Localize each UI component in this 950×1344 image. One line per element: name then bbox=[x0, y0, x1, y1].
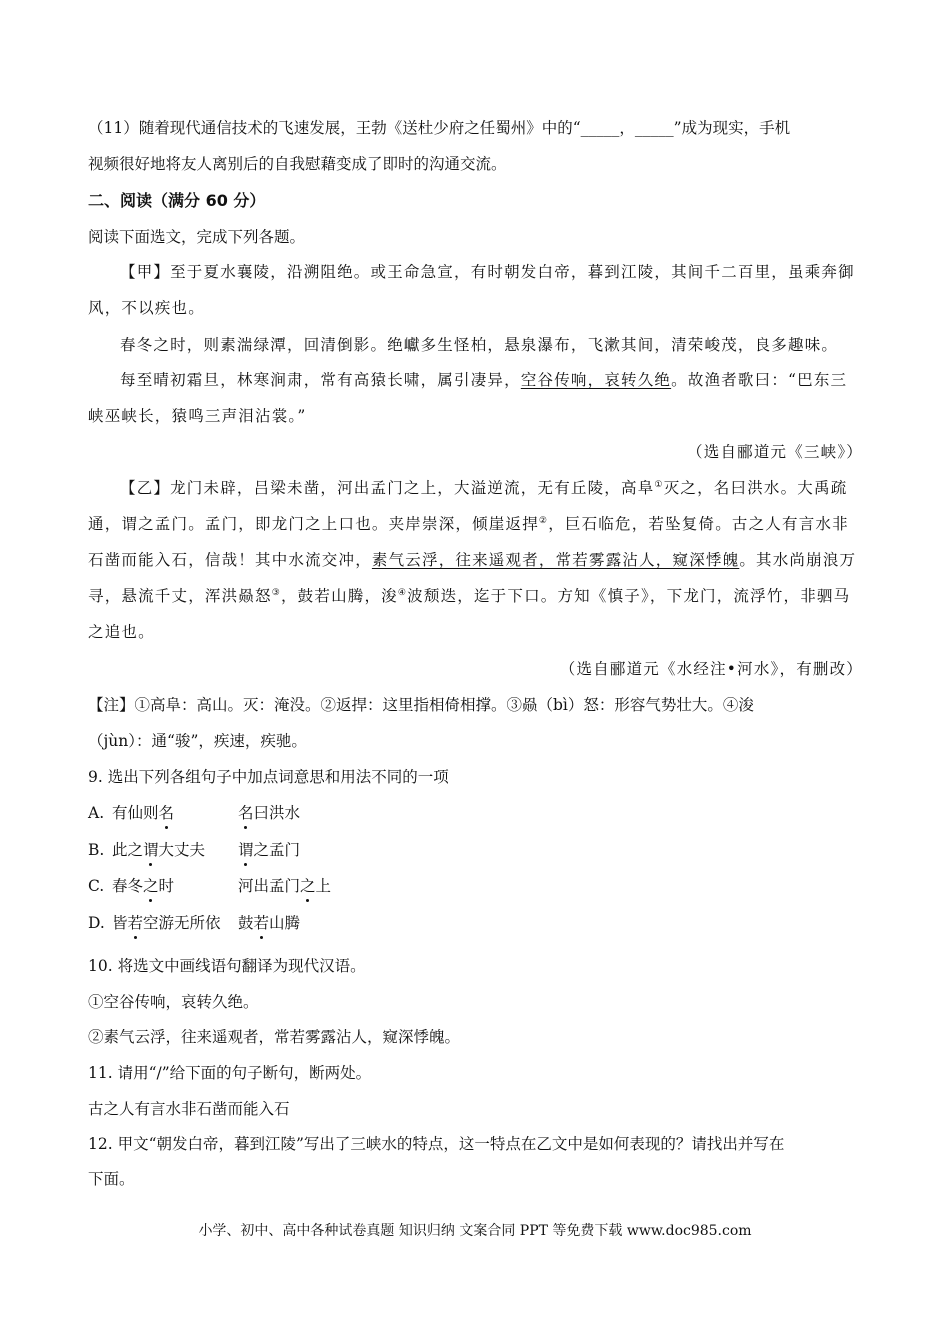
q9-c-s2-post: 上 bbox=[315, 877, 332, 895]
yi-l4-a: 寻，悬流千丈，浑洪赑怒 bbox=[88, 587, 272, 605]
q9-a-s2-post: 曰洪水 bbox=[253, 804, 301, 822]
yi-l3-b: 。其水尚崩浪万 bbox=[739, 551, 857, 569]
jia-p3-line2: 峡巫峡长，猿鸣三声泪沾裳。” bbox=[88, 407, 307, 425]
q9-a-s1-pre: 有仙则 bbox=[112, 804, 159, 822]
q9-d-s1-dotted: 若 bbox=[127, 914, 144, 932]
q9-c-s2-dotted: 之 bbox=[300, 877, 316, 895]
q10-stem: 10. 将选文中画线语句翻译为现代汉语。 bbox=[88, 957, 366, 975]
yi-l4-c: 波颓迭，迄于下口。方知《慎子》，下龙门，流浮竹，非驷马 bbox=[407, 587, 851, 605]
q11-blank-line1: （11）随着现代通信技术的飞速发展，王勃《送杜少府之任蜀州》中的“_____，_____”成为现实，手机 bbox=[88, 119, 791, 137]
q9-option-c-s2 bbox=[238, 875, 331, 897]
yi-line4 bbox=[88, 585, 863, 607]
yi-line2 bbox=[88, 513, 863, 535]
yi-line1 bbox=[120, 477, 863, 499]
q9-option-d-label: D. bbox=[88, 914, 105, 932]
q9-c-s2-pre: 河出孟门 bbox=[238, 877, 301, 895]
q9-c-s1-pre: 春冬 bbox=[112, 877, 144, 895]
q9-d-s2-pre: 鼓 bbox=[238, 914, 254, 932]
yi-l4-b: ，鼓若山腾，浚 bbox=[280, 587, 398, 605]
jia-p1-line2: 风，不以疾也。 bbox=[88, 299, 205, 317]
q9-option-b-s1 bbox=[112, 839, 205, 861]
q9-b-s1-pre: 此之 bbox=[112, 841, 144, 859]
q9-b-s2-post: 之孟门 bbox=[253, 841, 301, 859]
q9-option-c-s1 bbox=[112, 875, 174, 897]
yi-l3-a: 石凿而能入石，信哉！其中水流交冲， bbox=[88, 551, 372, 569]
q9-a-s1-dotted: 名 bbox=[158, 804, 175, 822]
jia-p3-a: 每至晴初霜旦，林寒涧肃，常有高猿长啸，属引凄异， bbox=[120, 371, 521, 389]
q9-c-s1-post: 时 bbox=[158, 877, 175, 895]
jia-underlined-sentence: 空谷传响，哀转久绝 bbox=[520, 371, 672, 389]
note-line1: 【注】①高阜：高山。灭：淹没。②返捍：这里指相倚相撑。③赑（bì）怒：形容气势壮大。④浚 bbox=[88, 696, 754, 714]
q9-option-b-s2 bbox=[238, 839, 300, 861]
q11-blank-line2: 视频很好地将友人离别后的自我慰藉变成了即时的沟通交流。 bbox=[88, 155, 507, 173]
q9-option-a-s1 bbox=[112, 802, 174, 824]
q12-line1: 12. 甲文“朝发白帝，暮到江陵”写出了三峡水的特点，这一特点在乙文中是如何表现的？请找出并写在 bbox=[88, 1135, 785, 1153]
jia-source: （选自郦道元《三峡》） bbox=[687, 443, 863, 461]
jia-p1-line1: 【甲】至于夏水襄陵，沿溯阻绝。或王命急宣，有时朝发白帝，暮到江陵，其间千二百里，虽乘奔御 bbox=[120, 263, 855, 281]
yi-line5: 之追也。 bbox=[88, 623, 155, 641]
jia-p3-b: 。故渔者歌曰：“巴东三 bbox=[671, 371, 848, 389]
note-ref-4: ④ bbox=[397, 587, 408, 598]
q9-b-s2-dotted: 谓 bbox=[238, 841, 254, 859]
q9-a-s2-dotted: 名 bbox=[238, 804, 254, 822]
q9-c-s1-dotted: 之 bbox=[143, 877, 159, 895]
q9-d-s1-pre: 皆 bbox=[112, 914, 128, 932]
q9-option-b-label: B. bbox=[88, 841, 105, 859]
q9-d-s2-dotted: 若 bbox=[253, 914, 270, 932]
q12-line2: 下面。 bbox=[88, 1170, 135, 1188]
note-ref-1: ① bbox=[654, 479, 664, 490]
q9-option-a-s2 bbox=[238, 802, 300, 824]
yi-source: （选自郦道元《水经注•河水》，有删改） bbox=[559, 660, 863, 678]
yi-l2-b: ，巨石临危，若坠复倚。古之人有言水非 bbox=[548, 515, 849, 533]
q11-stem: 11. 请用“/”给下面的句子断句，断两处。 bbox=[88, 1064, 372, 1082]
q9-b-s1-dotted: 谓 bbox=[143, 841, 159, 859]
reading-instruction: 阅读下面选文，完成下列各题。 bbox=[88, 228, 306, 246]
q9-option-c-label: C. bbox=[88, 877, 105, 895]
jia-p3-line1 bbox=[120, 369, 863, 391]
note-ref-3: ③ bbox=[271, 587, 281, 598]
q9-option-a-label: A. bbox=[88, 804, 105, 822]
note-line2: （jùn）：通“骏”，疾速，疾驰。 bbox=[88, 732, 307, 750]
q9-d-s2-post: 山腾 bbox=[269, 914, 301, 932]
yi-l1-b: 灭之，名曰洪水。大禹疏 bbox=[663, 479, 848, 497]
q9-option-d-s1 bbox=[112, 912, 221, 934]
section-heading: 二、阅读（满分 60 分） bbox=[88, 191, 266, 210]
page-footer: 小学、初中、高中各种试卷真题 知识归纳 文案合同 PPT 等免费下载 www.doc985.com bbox=[198, 1223, 752, 1239]
q9-d-s1-post: 空游无所依 bbox=[143, 914, 221, 932]
q10-item-1: ①空谷传响，哀转久绝。 bbox=[88, 993, 259, 1011]
yi-line3 bbox=[88, 549, 863, 571]
q11-sentence: 古之人有言水非石凿而能入石 bbox=[88, 1100, 290, 1118]
q9-option-d-s2 bbox=[238, 912, 300, 934]
note-ref-2: ② bbox=[538, 515, 549, 526]
yi-l2-a: 通，谓之孟门。孟门，即龙门之上口也。夹岸崇深，倾崖返捍 bbox=[88, 515, 539, 533]
q10-item-2: ②素气云浮，往来遥观者，常若雾露沾人，窥深悸魄。 bbox=[88, 1028, 461, 1046]
q9-b-s1-post: 大丈夫 bbox=[158, 841, 206, 859]
jia-p2: 春冬之时，则素湍绿潭，回清倒影。绝巘多生怪柏，悬泉瀑布，飞漱其间，清荣峻茂，良多趣味。 bbox=[120, 336, 839, 354]
yi-l1-a: 【乙】龙门未辟，吕梁未凿，河出孟门之上，大溢逆流，无有丘陵，高阜 bbox=[120, 479, 655, 497]
q9-stem: 9. 选出下列各组句子中加点词意思和用法不同的一项 bbox=[88, 768, 449, 786]
yi-underlined-sentence: 素气云浮，往来遥观者，常若雾露沾人，窥深悸魄 bbox=[371, 551, 740, 569]
